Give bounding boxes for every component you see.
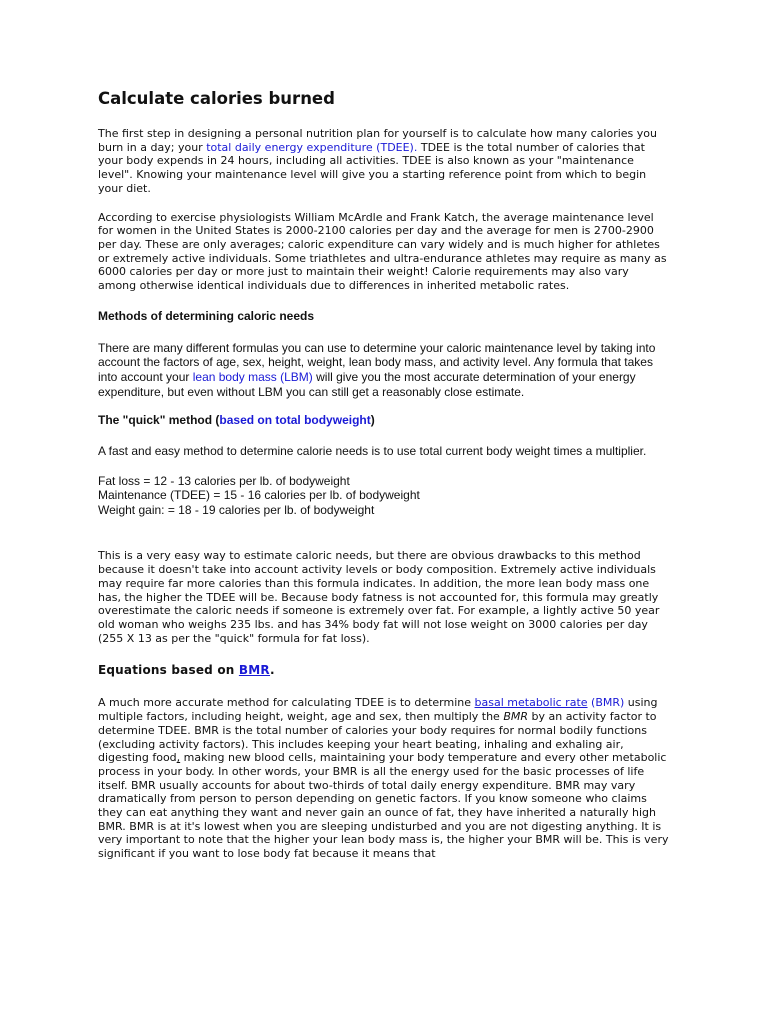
averages-paragraph: According to exercise physiologists William McArdle and Frank Katch, the average maintenance level for women in the United States is 2000-2100 calories per day and the average for men is 2700-2900 per day. These are only averages; caloric expenditure can vary widely and is much higher for athletes or extremely active individuals. Some triathletes and ultra-endurance athletes may require as many as 6000 calories per day or more just to maintain their weight! Calorie requirements may also vary among otherwise identical individuals due to differences in inherited metabolic rates.	[98, 210, 667, 293]
tdee-link[interactable]: total daily energy expenditure (TDEE).	[206, 140, 418, 154]
bmr-emphasis: BMR	[503, 710, 528, 724]
quick-method-heading	[98, 413, 670, 428]
bmr-abbr-link[interactable]: (BMR)	[591, 696, 625, 710]
intro-text-1: The first step in designing a personal nutrition plan for yourself is to calculate how many calories you burn in a day; your	[98, 127, 657, 154]
basal-metabolic-rate-link[interactable]: basal metabolic rate	[474, 696, 588, 710]
quick-heading-pre: The "quick" method (	[98, 413, 220, 428]
bmr-heading-post: .	[270, 663, 275, 678]
page-title: Calculate calories burned	[98, 89, 335, 108]
methods-text-1: There are many different formulas you can use to determine your caloric maintenance level by taking into account the factors of age, sex, height, weight, lean body mass, and activity level. Any formula that takes into account your	[98, 340, 656, 384]
methods-heading: Methods of determining caloric needs	[98, 308, 315, 323]
bmr-text-2: using multiple factors, including height, weight, age and sex, then multiply the	[98, 696, 658, 724]
intro-text-2: TDEE is the total number of calories that your body expends in 24 hours, including all activities. TDEE is also known as your "maintenance level". Knowing your maintenance level will give you a starting reference point from which to begin your diet.	[98, 140, 647, 195]
bodyweight-link[interactable]: based on total bodyweight	[219, 413, 371, 428]
methods-text-2: will give you the most accurate determination of your energy expenditure, but even without LBM you can still get a reasonably close estimate.	[98, 369, 636, 399]
bmr-text-4: making new blood cells, maintaining your body temperature and every other metabolic process in your body. In other words, your BMR is all the energy used for the basic processes of life itself. BMR usually accounts for about two-thirds of total daily energy expenditure. BMR may vary dramatically from person to person depending on genetic factors. If you know someone who claims they can eat anything they want and never gain an ounce of fat, they have inherited a naturally high BMR. BMR is at it's lowest when you are sleeping undisturbed and you are not digesting anything. It is very important to note that the higher your lean body mass is, the higher your BMR will be. This is very significant if you want to lose body fat because it means that	[98, 751, 669, 861]
document-page	[98, 88, 670, 861]
lbm-link[interactable]: lean body mass (LBM)	[192, 369, 313, 384]
bmr-text-1: A much more accurate method for calculating TDEE is to determine	[98, 696, 475, 710]
intro-paragraph	[98, 127, 670, 196]
bmr-heading-pre: Equations based on	[98, 663, 239, 678]
bmr-heading	[98, 662, 670, 678]
quick-intro-paragraph: A fast and easy method to determine calorie needs is to use total current body weight times a multiplier.	[98, 444, 647, 459]
drawbacks-paragraph: This is a very easy way to estimate caloric needs, but there are obvious drawbacks to this method because it doesn't take into account activity levels or body composition. Extremely active individuals may require far more calories than this formula indicates. In addition, the more lean body mass one has, the higher the TDEE will be. Because body fatness is not accounted for, this formula may greatly overestimate the caloric needs if someone is extremely over fat. For example, a lightly active 50 year old woman who weighs 235 lbs. and has 34% body fat will not lose weight on 3000 calories per day (255 X 13 as per the "quick" formula for fat loss).	[98, 549, 660, 645]
methods-paragraph	[98, 341, 670, 399]
bmr-paragraph	[98, 696, 670, 860]
quick-heading-post: )	[370, 413, 375, 428]
bmr-text-3: by an activity factor to determine TDEE. BMR is the total number of calories your body requires for normal bodily functions (excluding activity factors). This includes keeping your heart beating, inhaling and exhaling air, digesting food	[98, 710, 657, 765]
quick-formulas	[98, 474, 670, 518]
bmr-comma: ,	[176, 751, 181, 765]
fat-loss-formula: Fat loss = 12 - 13 calories per lb. of bodyweight	[98, 473, 350, 488]
maintenance-formula: Maintenance (TDEE) = 15 - 16 calories per lb. of bodyweight	[98, 488, 420, 503]
weight-gain-formula: Weight gain: = 18 - 19 calories per lb. of bodyweight	[98, 502, 375, 517]
bmr-heading-link[interactable]: BMR	[238, 663, 271, 678]
